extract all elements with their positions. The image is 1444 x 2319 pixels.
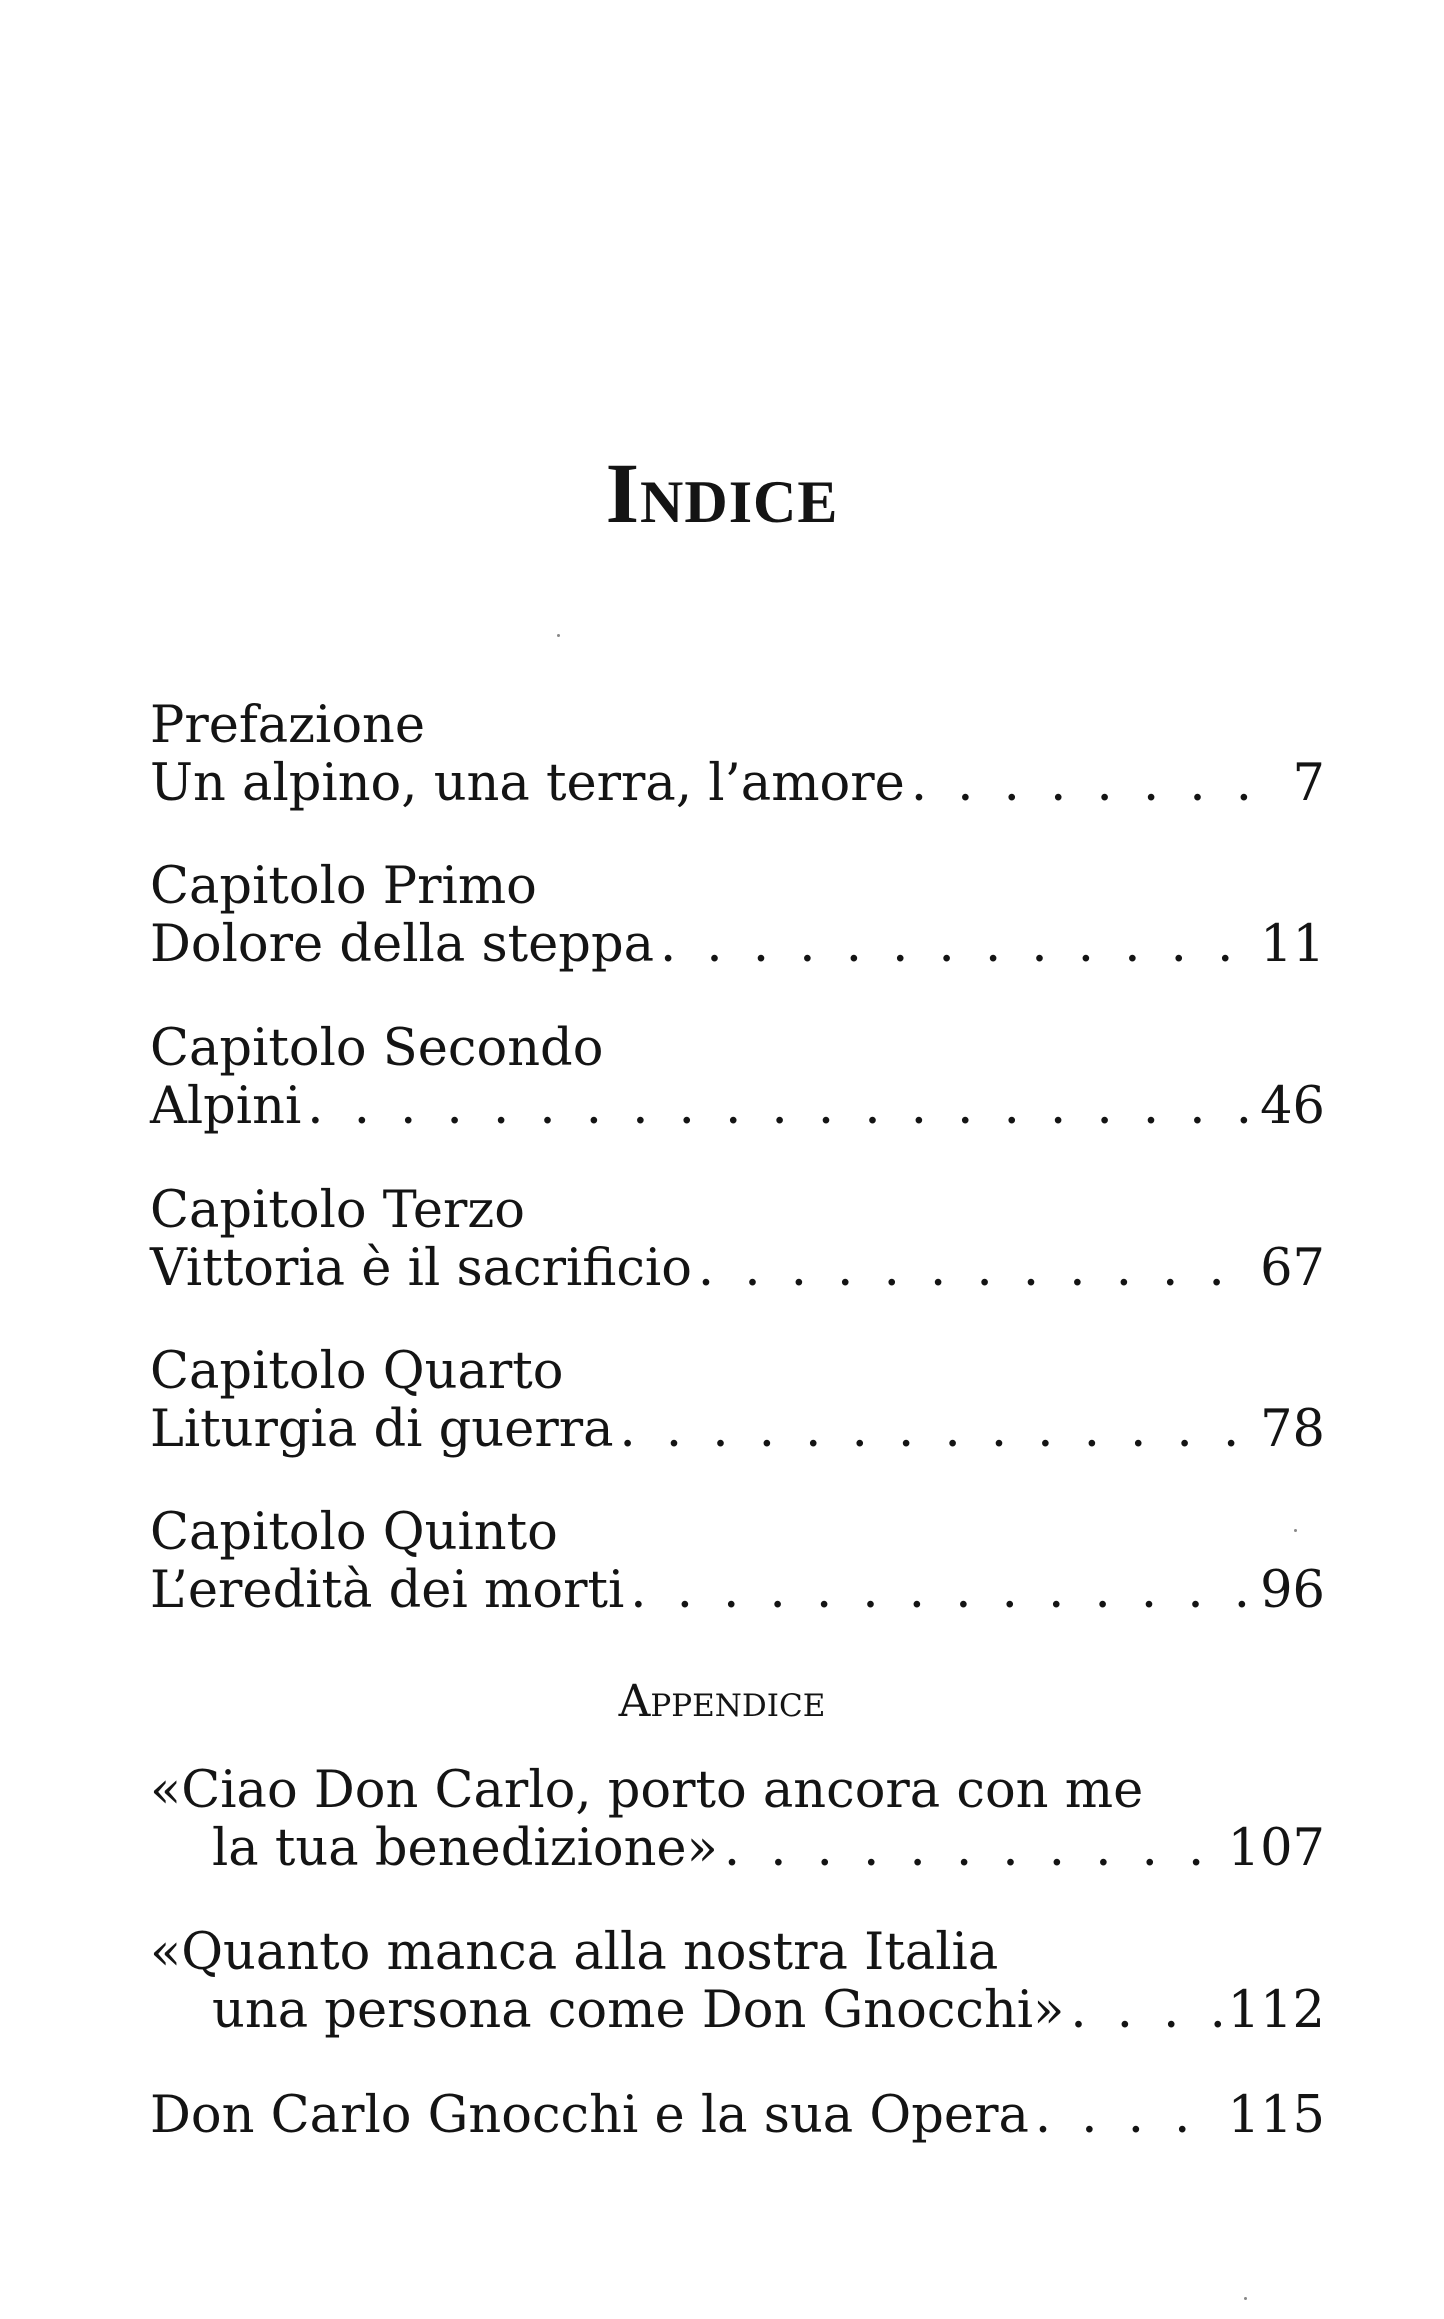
toc-entry-page: 46 [1260, 1077, 1325, 1136]
toc-entry-page: 67 [1260, 1239, 1325, 1298]
dot-leader [698, 1240, 1254, 1298]
toc-entry-capitolo-quarto [150, 1343, 1325, 1459]
toc-entry-page: 7 [1292, 754, 1325, 813]
toc-entry-heading: Prefazione [150, 696, 426, 755]
dot-leader [630, 1562, 1254, 1620]
dot-leader [1035, 2087, 1222, 2145]
toc-entry-title: Un alpino, una terra, l’amore [150, 754, 905, 813]
toc-entry-title: Vittoria è il sacrificio [150, 1239, 692, 1298]
scan-speck [1294, 1529, 1297, 1532]
toc-entry-capitolo-quinto [150, 1504, 1325, 1620]
toc-entry-title: Dolore della steppa [150, 915, 654, 974]
appendix-final-page: 115 [1227, 2086, 1325, 2145]
dot-leader [1070, 1982, 1221, 2040]
toc-entry-heading: Capitolo Primo [150, 857, 537, 916]
toc-entry-page: 78 [1260, 1400, 1325, 1459]
toc-entry-title: Alpini [150, 1077, 302, 1136]
toc-entry-page: 11 [1260, 915, 1325, 974]
appendix-item-line1: «Quanto manca alla nostra Italia [150, 1923, 999, 1982]
toc-entry-title: Liturgia di guerra [150, 1400, 614, 1459]
toc-entry-capitolo-terzo [150, 1182, 1325, 1298]
toc-entry-heading: Capitolo Terzo [150, 1181, 526, 1240]
appendix-item-line1: «Ciao Don Carlo, porto ancora con me [150, 1761, 1144, 1820]
dot-leader [307, 1078, 1254, 1136]
toc-entry-page: 96 [1260, 1561, 1325, 1620]
appendix-item-page: 107 [1227, 1819, 1325, 1878]
appendix-item [150, 1924, 1325, 2040]
page-title: Indice [605, 445, 839, 541]
dot-leader [660, 916, 1254, 974]
appendix-item [150, 1762, 1325, 1878]
appendix-heading: Appendice [618, 1676, 826, 1727]
appendix-item-line2: una persona come Don Gnocchi» [212, 1981, 1065, 2040]
appendix-item-page: 112 [1227, 1981, 1325, 2040]
appendix-item-line2: la tua benedizione» [212, 1819, 718, 1878]
appendix-final-entry [150, 2087, 1325, 2145]
dot-leader [911, 755, 1287, 813]
toc-entry-capitolo-secondo [150, 1020, 1325, 1136]
appendix-final-title: Don Carlo Gnocchi e la sua Opera [150, 2086, 1029, 2145]
scan-speck [557, 634, 560, 637]
toc-entry-heading: Capitolo Quarto [150, 1342, 564, 1401]
dot-leader [724, 1820, 1222, 1878]
toc-entry-capitolo-primo [150, 858, 1325, 974]
dot-leader [619, 1401, 1254, 1459]
scan-speck [1244, 2297, 1247, 2300]
toc-entry-heading: Capitolo Quinto [150, 1503, 558, 1562]
toc-entry-heading: Capitolo Secondo [150, 1019, 604, 1078]
toc-entry-title: L’eredità dei morti [150, 1561, 625, 1620]
toc-entry-prefazione [150, 697, 1325, 813]
